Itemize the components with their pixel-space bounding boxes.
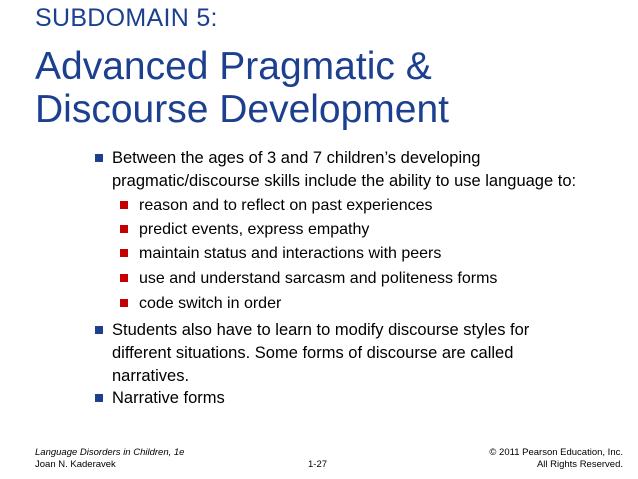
sub-bullet-text: maintain status and interactions with peers [139, 245, 442, 262]
footer-copyright [489, 447, 623, 471]
bullet-text-line: Narrative forms [112, 389, 225, 407]
title-line-2: Discourse Development [35, 88, 450, 131]
bullet-square-icon [95, 154, 103, 162]
bullet-square-icon [95, 394, 103, 402]
page-number: 1-27 [308, 459, 328, 470]
bullet-square-icon [95, 326, 103, 334]
sub-bullet-square-icon [120, 225, 128, 233]
footer-author: Joan N. Kaderavek [35, 459, 116, 470]
sub-bullet-square-icon [120, 249, 128, 257]
bullet-text-line: different situations. Some forms of discourse are called [112, 344, 514, 362]
bullet-text-line: Students also have to learn to modify discourse styles for [112, 321, 530, 339]
rights-text: All Rights Reserved. [536, 459, 623, 470]
sub-bullet-square-icon [120, 299, 128, 307]
sub-bullet-text: code switch in order [139, 295, 282, 312]
slide-title [35, 45, 595, 131]
bullet-text-line: pragmatic/discourse skills include the ability to use language to: [112, 172, 577, 190]
copyright-text: © 2011 Pearson Education, Inc. [489, 447, 623, 458]
sub-bullet-text: reason and to reflect on past experiences [139, 197, 433, 214]
sub-bullet-text: predict events, express empathy [139, 221, 370, 238]
sub-bullet-square-icon [120, 201, 128, 209]
bullet-text-line: Between the ages of 3 and 7 children’s developing [112, 149, 481, 167]
footer-citation [35, 447, 184, 471]
footer-book-title: Language Disorders in Children, 1e [35, 447, 185, 458]
slide-subtitle: SUBDOMAIN 5: [35, 4, 218, 32]
sub-bullet-text: use and understand sarcasm and politeness forms [139, 270, 498, 287]
bullet-text-line: narratives. [112, 367, 190, 385]
title-line-1: Advanced Pragmatic & [35, 45, 432, 88]
sub-bullet-square-icon [120, 274, 128, 282]
